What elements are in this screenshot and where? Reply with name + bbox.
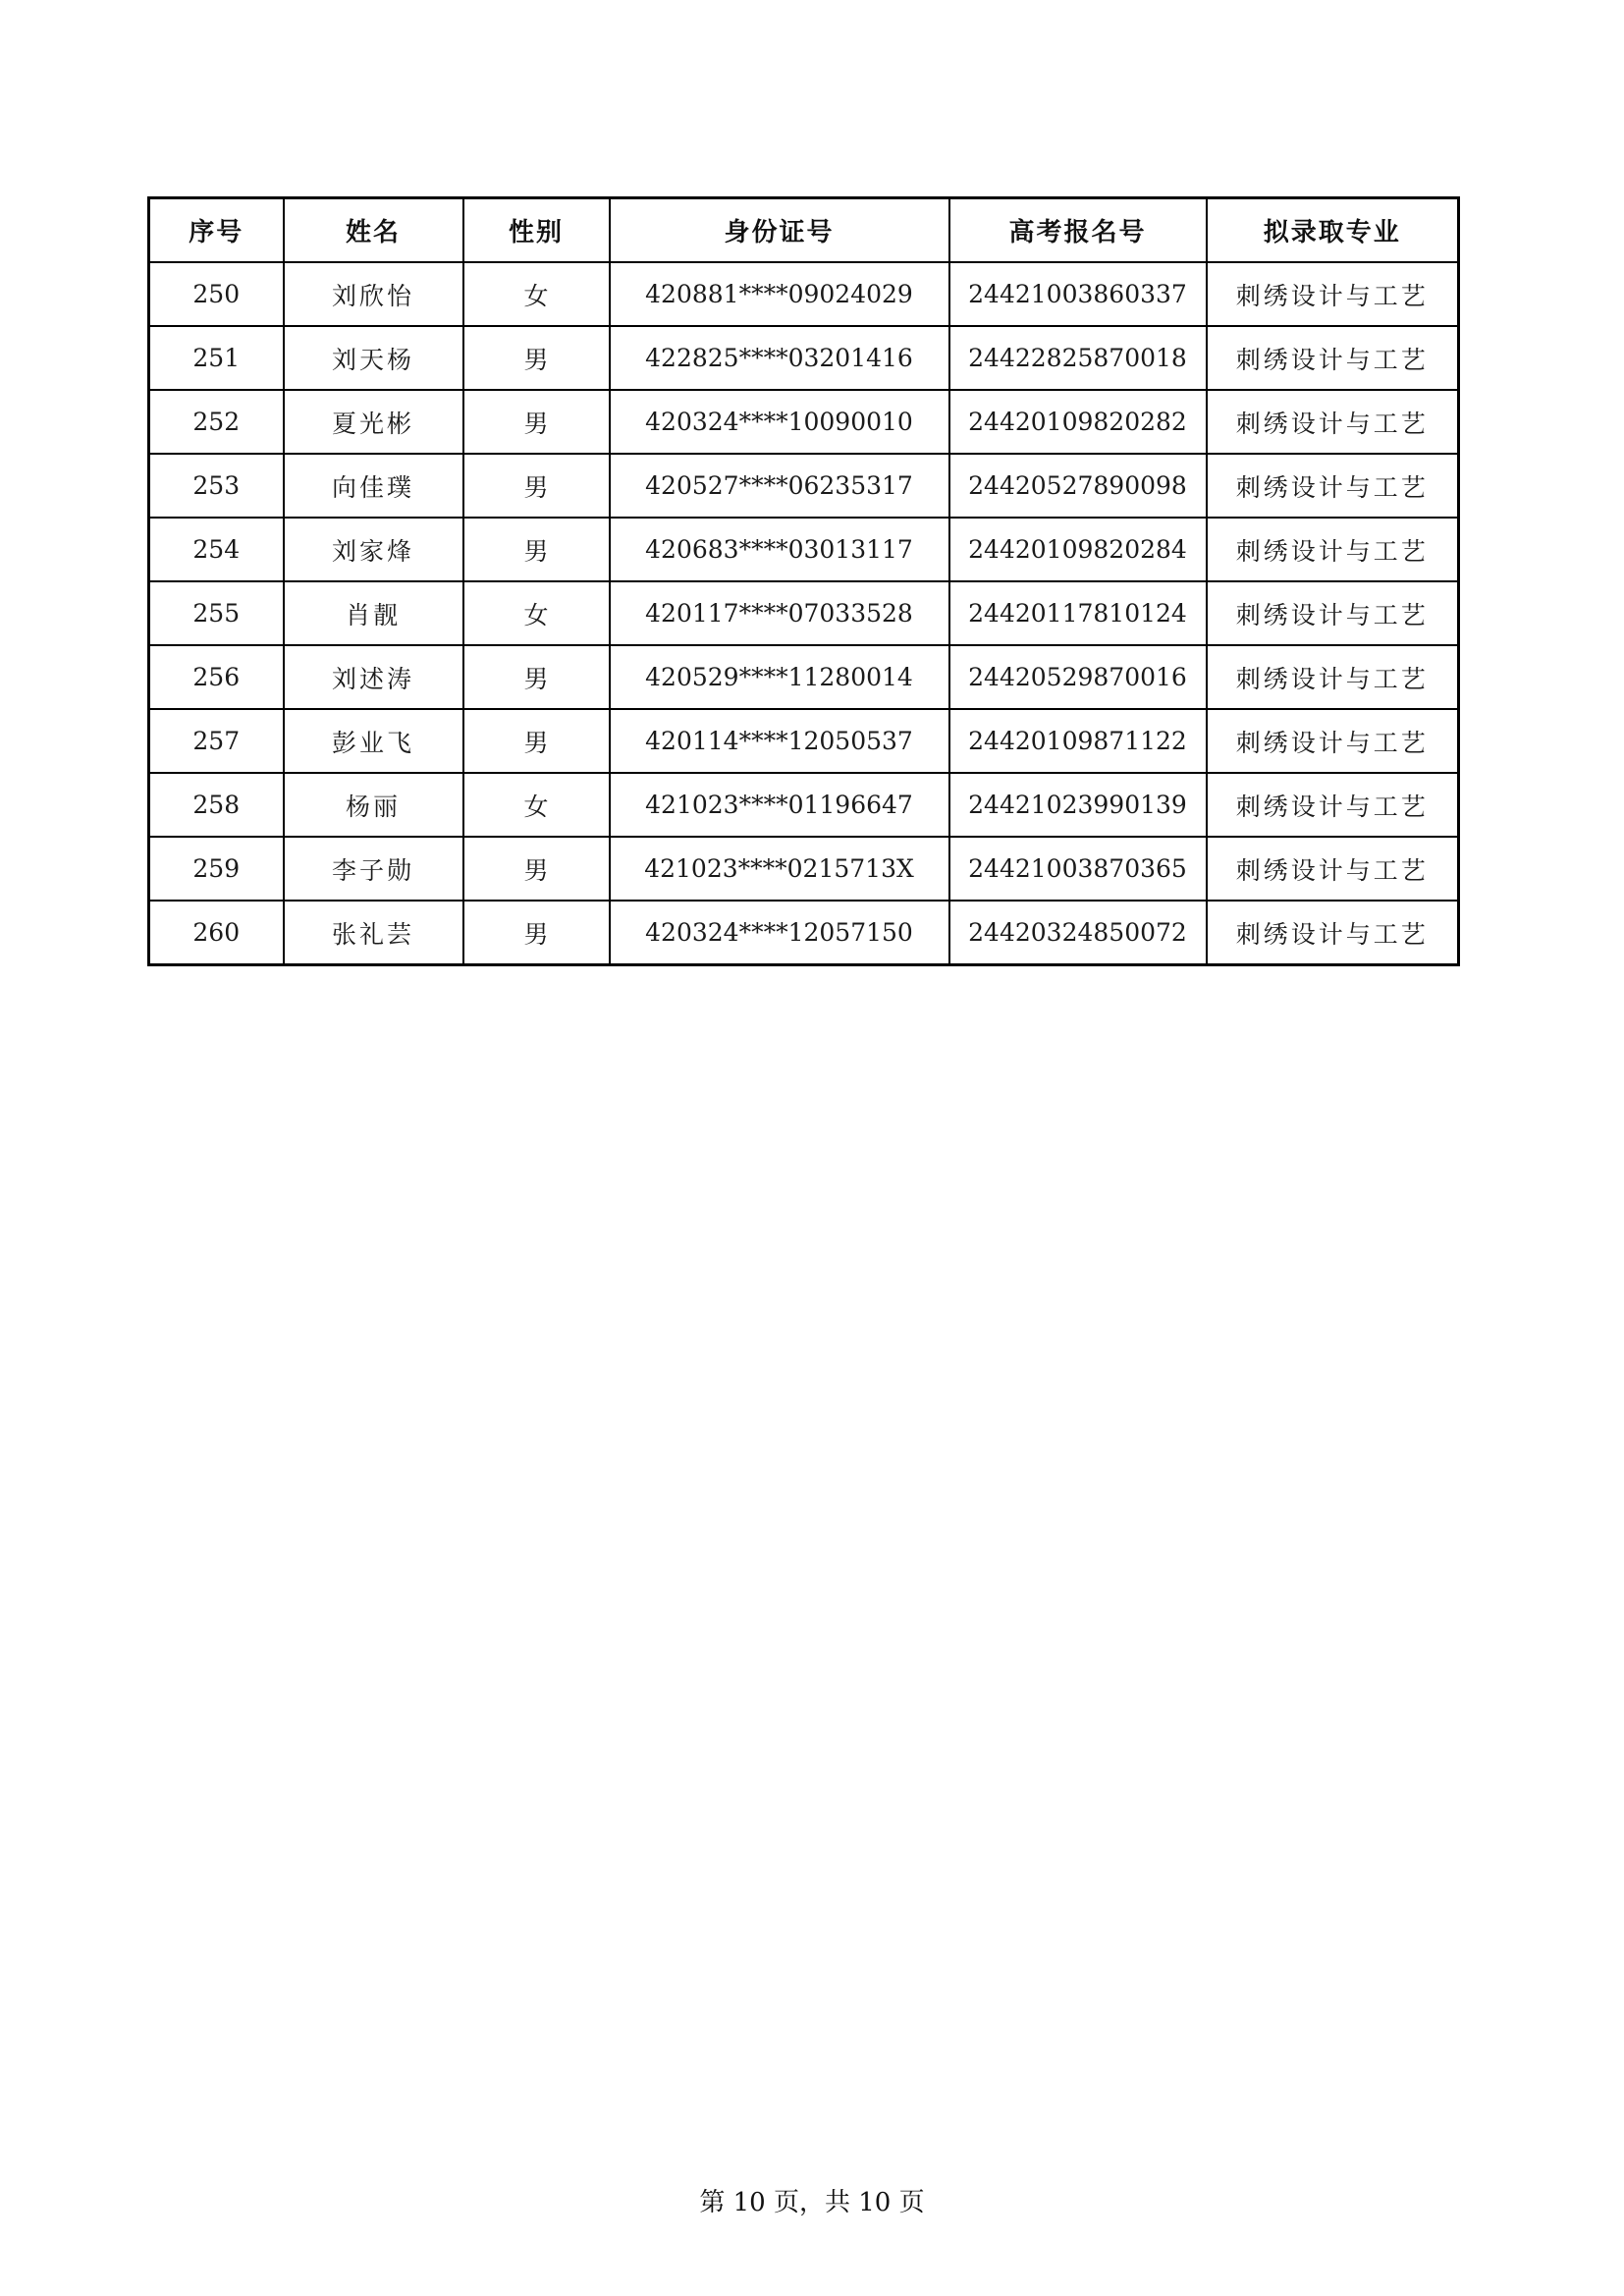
cell-serial-number: 259 — [149, 837, 284, 901]
cell-gender: 女 — [463, 262, 610, 326]
cell-name: 张礼芸 — [284, 901, 463, 965]
cell-id-number: 420881****09024029 — [610, 262, 949, 326]
cell-serial-number: 252 — [149, 390, 284, 454]
cell-serial-number: 250 — [149, 262, 284, 326]
cell-name: 杨丽 — [284, 773, 463, 837]
cell-exam-registration-number: 24421023990139 — [949, 773, 1207, 837]
cell-name: 夏光彬 — [284, 390, 463, 454]
cell-exam-registration-number: 24421003870365 — [949, 837, 1207, 901]
cell-admitted-major: 刺绣设计与工艺 — [1207, 709, 1459, 773]
cell-serial-number: 256 — [149, 645, 284, 709]
cell-name: 彭业飞 — [284, 709, 463, 773]
table-row — [149, 709, 1459, 773]
cell-name: 刘天杨 — [284, 326, 463, 390]
cell-gender: 女 — [463, 773, 610, 837]
header-exam-registration-number: 高考报名号 — [949, 198, 1207, 263]
cell-admitted-major: 刺绣设计与工艺 — [1207, 454, 1459, 518]
header-admitted-major: 拟录取专业 — [1207, 198, 1459, 263]
cell-exam-registration-number: 24420529870016 — [949, 645, 1207, 709]
cell-id-number: 422825****03201416 — [610, 326, 949, 390]
cell-id-number: 421023****0215713X — [610, 837, 949, 901]
cell-gender: 男 — [463, 518, 610, 581]
cell-gender: 男 — [463, 454, 610, 518]
table-row — [149, 454, 1459, 518]
cell-name: 肖靓 — [284, 581, 463, 645]
table-row — [149, 581, 1459, 645]
cell-name: 刘欣怡 — [284, 262, 463, 326]
cell-admitted-major: 刺绣设计与工艺 — [1207, 837, 1459, 901]
cell-id-number: 421023****01196647 — [610, 773, 949, 837]
cell-admitted-major: 刺绣设计与工艺 — [1207, 645, 1459, 709]
header-name: 姓名 — [284, 198, 463, 263]
header-id-number: 身份证号 — [610, 198, 949, 263]
cell-serial-number: 254 — [149, 518, 284, 581]
cell-serial-number: 255 — [149, 581, 284, 645]
cell-id-number: 420114****12050537 — [610, 709, 949, 773]
cell-id-number: 420117****07033528 — [610, 581, 949, 645]
cell-exam-registration-number: 24421003860337 — [949, 262, 1207, 326]
cell-name: 李子勋 — [284, 837, 463, 901]
header-serial-number: 序号 — [149, 198, 284, 263]
table-row — [149, 645, 1459, 709]
cell-exam-registration-number: 24420117810124 — [949, 581, 1207, 645]
cell-id-number: 420527****06235317 — [610, 454, 949, 518]
cell-serial-number: 258 — [149, 773, 284, 837]
cell-name: 刘家烽 — [284, 518, 463, 581]
cell-exam-registration-number: 24420109820284 — [949, 518, 1207, 581]
cell-gender: 男 — [463, 901, 610, 965]
cell-gender: 男 — [463, 645, 610, 709]
cell-admitted-major: 刺绣设计与工艺 — [1207, 773, 1459, 837]
cell-admitted-major: 刺绣设计与工艺 — [1207, 326, 1459, 390]
cell-id-number: 420324****12057150 — [610, 901, 949, 965]
cell-exam-registration-number: 24420324850072 — [949, 901, 1207, 965]
cell-admitted-major: 刺绣设计与工艺 — [1207, 901, 1459, 965]
table-header-row — [149, 198, 1459, 263]
table-row — [149, 901, 1459, 965]
cell-exam-registration-number: 24420109820282 — [949, 390, 1207, 454]
cell-name: 向佳璞 — [284, 454, 463, 518]
table-row — [149, 326, 1459, 390]
cell-gender: 女 — [463, 581, 610, 645]
cell-admitted-major: 刺绣设计与工艺 — [1207, 390, 1459, 454]
cell-gender: 男 — [463, 326, 610, 390]
cell-name: 刘述涛 — [284, 645, 463, 709]
admission-table — [147, 196, 1460, 966]
cell-exam-registration-number: 24420527890098 — [949, 454, 1207, 518]
cell-gender: 男 — [463, 709, 610, 773]
table-row — [149, 262, 1459, 326]
cell-gender: 男 — [463, 837, 610, 901]
table-row — [149, 773, 1459, 837]
cell-gender: 男 — [463, 390, 610, 454]
cell-admitted-major: 刺绣设计与工艺 — [1207, 262, 1459, 326]
table-row — [149, 837, 1459, 901]
cell-id-number: 420529****11280014 — [610, 645, 949, 709]
cell-id-number: 420324****10090010 — [610, 390, 949, 454]
table-row — [149, 390, 1459, 454]
cell-serial-number: 251 — [149, 326, 284, 390]
cell-id-number: 420683****03013117 — [610, 518, 949, 581]
cell-admitted-major: 刺绣设计与工艺 — [1207, 581, 1459, 645]
cell-admitted-major: 刺绣设计与工艺 — [1207, 518, 1459, 581]
page-number-footer: 第 10 页，共 10 页 — [699, 2188, 925, 2217]
table-row — [149, 518, 1459, 581]
cell-serial-number: 260 — [149, 901, 284, 965]
cell-exam-registration-number: 24420109871122 — [949, 709, 1207, 773]
cell-exam-registration-number: 24422825870018 — [949, 326, 1207, 390]
cell-serial-number: 253 — [149, 454, 284, 518]
cell-serial-number: 257 — [149, 709, 284, 773]
header-gender: 性别 — [463, 198, 610, 263]
